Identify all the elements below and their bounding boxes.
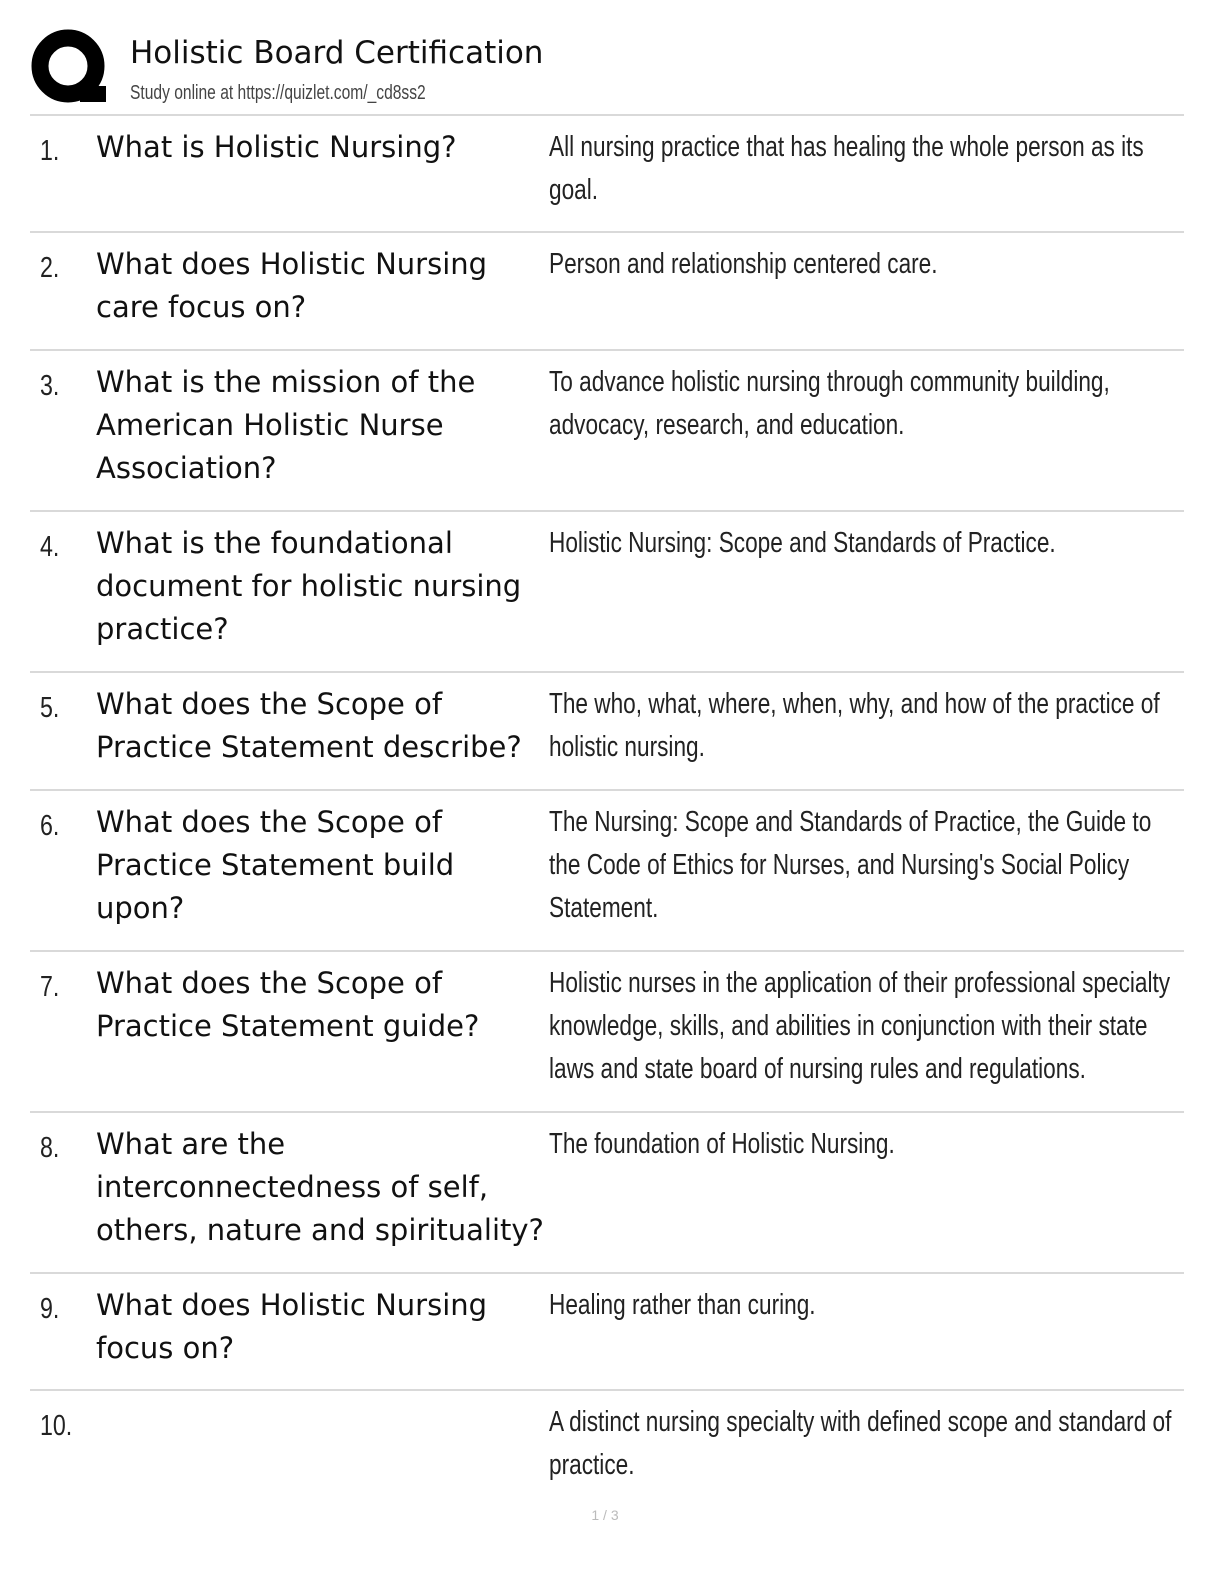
card-number: 2. [40,252,60,284]
card-definition: To advance holistic nursing through community building, advocacy, research, and education. [549,366,1110,441]
card-definition: The who, what, where, when, why, and how of the practice of holistic nursing. [549,688,1160,763]
flashcard-row [30,952,1184,1113]
card-term: What are the interconnectedness of self, others, nature and spirituality? [96,1127,544,1247]
flashcard-row [30,673,1184,791]
flashcard-list [30,116,1184,1501]
document-header [30,28,1184,116]
card-term: What does the Scope of Practice Statement describe? [96,687,522,764]
flashcard-row [30,351,1184,512]
flashcard-row [30,1391,1184,1501]
card-definition: Healing rather than curing. [549,1289,816,1321]
page-title: Holistic Board Certification [130,35,544,71]
flashcard-row [30,233,1184,351]
card-definition: All nursing practice that has healing the whole person as its goal. [549,131,1144,206]
flashcard-row [30,1274,1184,1391]
flashcard-row [30,1113,1184,1274]
flashcard-row [30,116,1184,233]
card-definition: The Nursing: Scope and Standards of Practice, the Guide to the Code of Ethics for Nurses, and Nursing's Social Policy Statement. [549,806,1152,924]
flashcard-row [30,512,1184,673]
card-definition: Holistic nurses in the application of their professional specialty knowledge, skills, and abilities in conjunction with their state laws and state board of nursing rules and regulations. [549,967,1171,1085]
card-definition: Person and relationship centered care. [549,248,938,280]
flashcard-row [30,791,1184,952]
card-number: 9. [40,1293,60,1325]
card-term: What is the mission of the American Holistic Nurse Association? [96,365,476,485]
card-term: What does Holistic Nursing focus on? [96,1288,488,1365]
card-number: 4. [40,531,60,563]
card-definition: A distinct nursing specialty with defined scope and standard of practice. [549,1406,1172,1481]
card-term: What does Holistic Nursing care focus on? [96,247,488,324]
card-number: 6. [40,810,60,842]
card-term: What is the foundational document for holistic nursing practice? [96,526,522,646]
card-number: 7. [40,971,60,1003]
card-number: 5. [40,692,60,724]
card-definition: The foundation of Holistic Nursing. [549,1128,895,1160]
card-term: What does the Scope of Practice Statement guide? [96,966,480,1043]
card-term: What is Holistic Nursing? [96,130,457,164]
quizlet-q-logo-icon [30,28,110,108]
card-number: 10. [40,1410,73,1442]
card-term: What does the Scope of Practice Statement build upon? [96,805,455,925]
card-definition: Holistic Nursing: Scope and Standards of Practice. [549,527,1056,559]
study-link[interactable]: Study online at https://quizlet.com/_cd8ss2 [130,82,426,104]
card-number: 8. [40,1132,60,1164]
card-number: 3. [40,370,60,402]
page-number: 1 / 3 [591,1507,619,1523]
card-number: 1. [40,135,60,167]
